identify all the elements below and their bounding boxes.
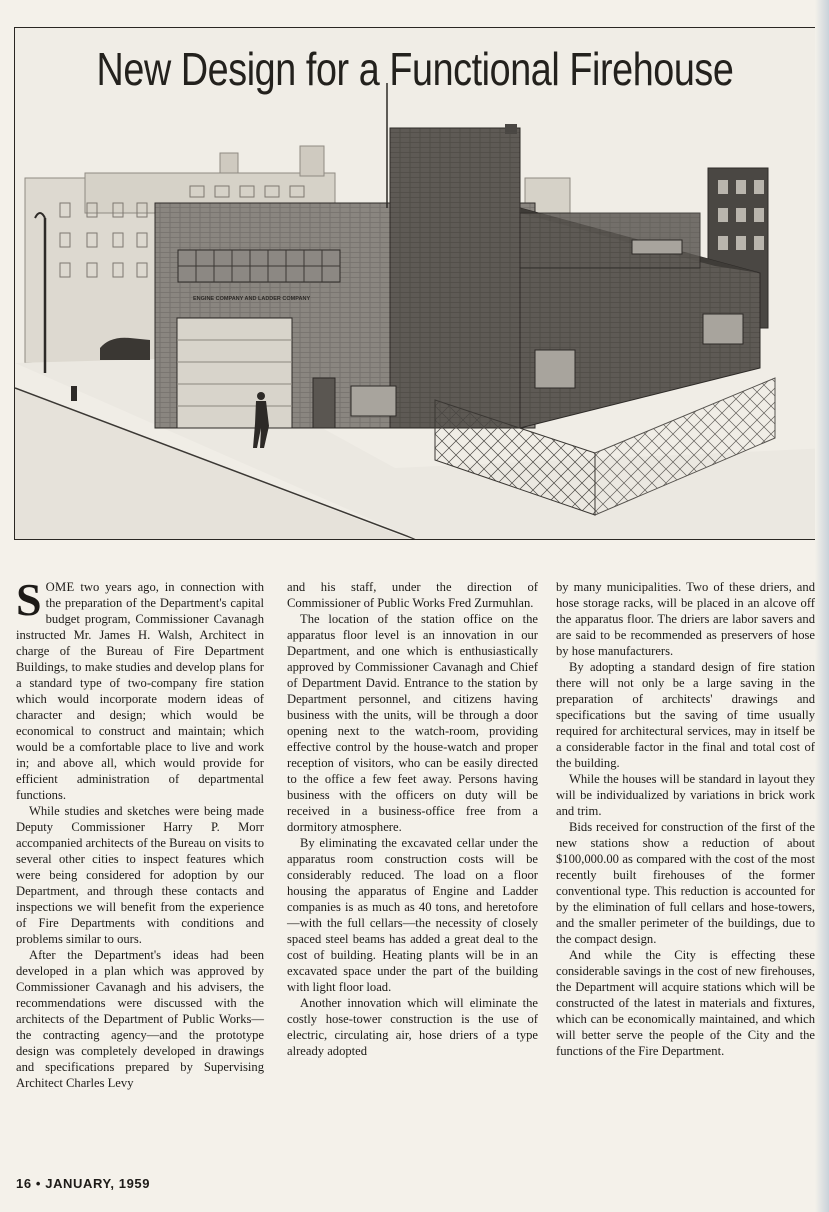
article-paragraph: While the houses will be standard in layout they will be individualized by variations in brick work and trim. xyxy=(556,772,815,818)
article-paragraph: By eliminating the excavated cellar under the apparatus room construction costs will be considerably reduced. The load on a floor housing the apparatus of Engine and Ladder companies is as much as 40 tons, and heretofore—with the full cellars—the necessity of closely spaced steel beams has added a great deal to the cost of building. Heating plants will be in an excavated space under the part of the building with light floor load. xyxy=(287,836,538,994)
article-column-3 xyxy=(556,579,815,1059)
building-sign: ENGINE COMPANY AND LADDER COMPANY xyxy=(193,296,311,302)
article-paragraph: The location of the station office on the apparatus floor level is an innovation in our Department, and one which is enthusiastically approved by Commissioner Cavanagh and Chief of Department David. Entrance to the station by Department personnel, and citizens having business with the units, will be through a door opening next to the watch-room, providing effective control by the house-watch and proper reception of visitors, who can be easily directed to the office a few feet away. Persons having business with the officers on duty will be received in a business-office free from a dormitory atmosphere. xyxy=(287,612,538,834)
page-edge-shadow xyxy=(815,0,829,1212)
article-column-2 xyxy=(287,579,538,1059)
article-column-1 xyxy=(16,574,264,1091)
article-paragraph: After the Department's ideas had been developed in a plan which was approved by Commissioner Cavanagh and his advisers, the recommendations were discussed with the architects of the Department of Public Works—the contracting agency—and the prototype design was completely developed in drawings and specifications prepared by Supervising Architect Charles Levy xyxy=(16,948,264,1090)
firehouse-illustration xyxy=(14,27,829,540)
article-paragraph: And while the City is effecting these considerable savings in the cost of new firehouses, the Department will acquire stations which will be constructed of the latest in materials and fixtures, which can be economically maintained, and which will better serve the people of the City and the functions of the Fire Department. xyxy=(556,948,815,1058)
article-paragraph: Another innovation which will eliminate the costly hose-tower construction is the use of electric, circulating air, hose driers of a type already adopted xyxy=(287,996,538,1058)
article-paragraph: By adopting a standard design of fire station there will not only be a large saving in the preparation of architects' drawings and specifications but the saving of time usually required for architectural services, may in itself be a considerable factor in the final and total cost of the building. xyxy=(556,660,815,770)
drop-cap: S xyxy=(16,574,42,625)
page-folio: 16 • JANUARY, 1959 xyxy=(16,1176,151,1191)
article-title: New Design for a Functional Firehouse xyxy=(96,43,734,95)
article-paragraph: Bids received for construction of the first of the new stations show a reduction of about $100,000.00 as compared with the cost of the most recently built firehouses of the former conventional type. This reduction is accounted for by the elimination of full cellars and hose-towers, and the smaller perimeter of the buildings, due to the compact design. xyxy=(556,820,815,946)
article-paragraph xyxy=(16,574,264,803)
firehouse-drawing xyxy=(15,28,829,540)
lead-small-caps: OME xyxy=(45,580,75,594)
article-paragraph: While studies and sketches were being made Deputy Commissioner Harry P. Morr accompanied architects of the Bureau on visits to several other cities to inspect features which were being considered for adoption by our Department, and through these contacts and inspections we will benefit from the experience of Fire Departments with conditions and problems similar to ours. xyxy=(16,804,264,946)
article-paragraph: and his staff, under the direction of Commissioner of Public Works Fred Zurmuhlan. xyxy=(287,580,538,610)
firehouse-building xyxy=(155,83,760,428)
article-paragraph: by many municipalities. Two of these driers, and hose storage racks, will be placed in an alcove off the apparatus floor. The driers are labor savers and are said to be recommended as preservers of hose by hose manufacturers. xyxy=(556,580,815,658)
paragraph-text: two years ago, in connection with the preparation of the Department's capital budget program, Commissioner Cavanagh instructed Mr. James H. Walsh, Architect in charge of the Bureau of Fire Department Buildings, to make studies and develop plans for a standard type of two-company fire station which would incorporate modern ideas of character and design; which would be economical to construct and maintain; which would be a comfortable place to live and work in; and above all, which would provide for efficient administration of departmental functions. xyxy=(16,580,264,802)
